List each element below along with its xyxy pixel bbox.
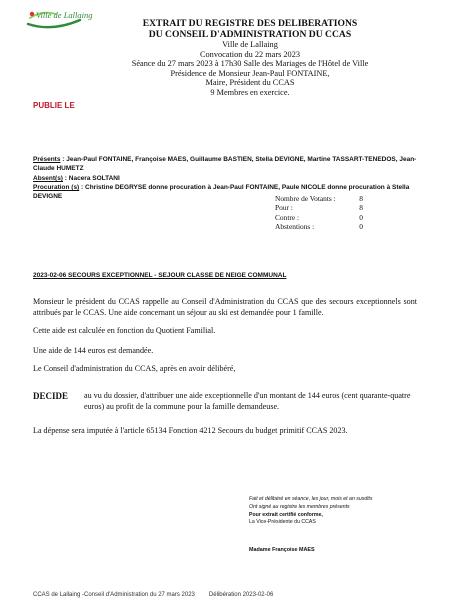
body-paragraph-3: Une aide de 144 euros est demandée. — [33, 346, 154, 355]
body-paragraph-2: Cette aide est calculée en fonction du Quotient Familial. — [33, 326, 216, 335]
vote-row — [275, 222, 363, 231]
vote-value: 0 — [359, 212, 363, 222]
body-paragraph-5: La dépense sera imputée à l'article 65134 Fonction 4212 Secours du budget primitif CCAS 2023. — [33, 426, 348, 435]
document-header — [90, 18, 410, 98]
vote-label: Nombre de Votants : — [275, 194, 336, 203]
presents-label: Présents — [33, 156, 61, 163]
vote-row — [275, 194, 363, 203]
body-paragraph-4: Le Conseil d'administration du CCAS, après en avoir délibéré, — [33, 364, 236, 373]
procuration-label: Procuration (s) — [33, 184, 80, 191]
logo-text: Ville de Lallaing — [36, 10, 93, 20]
presents-text: : Jean-Paul FONTAINE, Françoise MAES, Guillaume BASTIEN, Stella DEVIGNE, Martine TASSART-TENEDOS, Jean-Claude HUMETZ — [33, 156, 417, 172]
absents-text: : Nacera SOLTANI — [62, 175, 120, 182]
header-line: Séance du 27 mars 2023 à 17h30 Salle des Mariages de l'Hôtel de Ville — [131, 59, 369, 69]
vote-row — [275, 213, 363, 222]
page-footer — [33, 592, 433, 598]
vote-value: 8 — [359, 194, 363, 203]
header-line: Ville de Lallaing — [222, 40, 278, 49]
footer-right: Délibération 2023-02-06 — [208, 592, 274, 598]
vote-row — [275, 203, 363, 212]
signature-block — [249, 496, 429, 527]
decide-text: au vu du dossier, d'attribuer une aide exceptionnelle d'un montant de 144 euros (cent quarante-quatre euros) au profit de la commune pour la famille demandeuse. — [84, 391, 411, 411]
deliberation-subject: 2023-02-06 SECOURS EXCEPTIONNEL - SEJOUR CLASSE DE NEIGE COMMUNAL — [33, 272, 287, 279]
votes-table — [275, 194, 363, 231]
signature-line: Ont signé au registre les membres présents — [249, 503, 350, 510]
signature-line: La Vice-Présidente du CCAS — [249, 519, 316, 526]
header-line: Présidence de Monsieur Jean-Paul FONTAINE, — [170, 68, 330, 78]
header-title-1: EXTRAIT DU REGISTRE DES DELIBERATIONS — [142, 18, 358, 29]
vote-label: Pour : — [275, 203, 293, 213]
header-line: 9 Membres en exercice. — [210, 87, 290, 97]
vote-label: Contre : — [275, 212, 300, 222]
vote-value: 8 — [359, 203, 363, 213]
header-line: Convocation du 22 mars 2023 — [199, 49, 300, 59]
decide-label: DECIDE — [33, 391, 69, 401]
vote-label: Abstentions : — [275, 221, 315, 231]
procuration-text: : Christine DEGRYSE donne procuration à Jean-Paul FONTAINE, Paule NICOLE donne procuration à Stella DEVIGNE — [33, 184, 410, 200]
header-title-2: DU CONSEIL D'ADMINISTRATION DU CCAS — [148, 29, 352, 40]
absents-paragraph — [33, 174, 417, 183]
presents-paragraph — [33, 155, 417, 173]
signature-line: Fait et délibéré en séance, les jour, mois et an susdits — [249, 496, 373, 502]
footer-left: CCAS de Lallaing -Conseil d'Administration du 27 mars 2023 — [33, 592, 195, 598]
vote-value: 0 — [359, 221, 363, 231]
body-paragraph-1: Monsieur le président du CCAS rappelle au Conseil d'Administration du CCAS que des secours exceptionnels sont attribués par le CCAS. Une aide concernant un séjour au ski est demandée pour 1 famille. — [33, 297, 417, 317]
publie-le-label: PUBLIE LE — [33, 101, 75, 110]
signatory-name: Madame Françoise MAES — [249, 547, 315, 553]
header-line: Maire, Président du CCAS — [205, 78, 295, 88]
absents-label: Absent(s) — [33, 175, 63, 182]
signature-line: Pour extrait certifié conforme, — [249, 511, 323, 518]
